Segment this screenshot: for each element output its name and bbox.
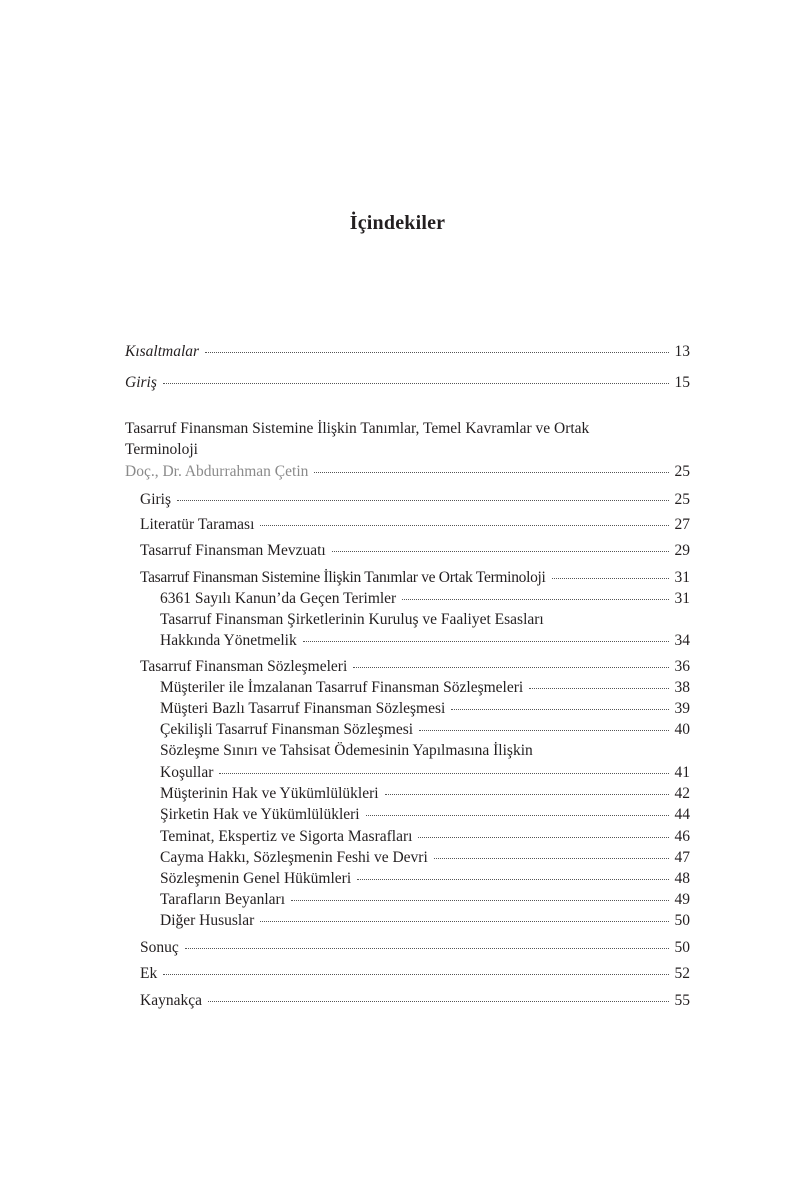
toc-entry-mevzuat[interactable]	[140, 540, 690, 561]
toc-entry-kaynakca[interactable]	[140, 990, 690, 1011]
dot-leader	[402, 598, 668, 600]
toc-entry-label: Giriş	[125, 374, 157, 391]
toc-entry-genel[interactable]	[160, 868, 690, 889]
toc-entry-label: Kaynakça	[140, 992, 202, 1009]
toc-page-number: 50	[674, 939, 690, 956]
toc-entry-giris-section[interactable]	[140, 489, 690, 510]
toc-entry-kanun[interactable]	[160, 588, 690, 609]
dot-leader	[260, 524, 668, 526]
dot-leader	[163, 973, 668, 975]
dot-leader	[177, 499, 669, 501]
dot-leader	[451, 708, 668, 710]
toc-entry-label: Ek	[140, 965, 158, 982]
toc-entry-author[interactable]	[125, 461, 690, 482]
toc-page-number: 46	[674, 828, 690, 845]
toc-entry-label: Sonuç	[140, 939, 179, 956]
toc-entry-label: 6361 Sayılı Kanun’da Geçen Terimler	[160, 590, 397, 607]
toc-entry-diger[interactable]	[160, 910, 690, 931]
toc-entry-label: Çekilişli Tasarruf Finansman Sözleşmesi	[160, 721, 414, 738]
toc-page-number: 48	[674, 870, 690, 887]
chapter-title-line2[interactable]: Terminoloji	[125, 441, 198, 458]
dot-leader	[385, 793, 669, 795]
toc-entry-sonuc[interactable]	[140, 937, 690, 958]
toc-entry-label: Şirketin Hak ve Yükümlülükleri	[160, 806, 360, 823]
toc-entry-cayma[interactable]	[160, 847, 690, 868]
toc-entry-musteri-hak[interactable]	[160, 783, 690, 804]
toc-page-number: 25	[674, 491, 690, 508]
dot-leader	[260, 920, 668, 922]
toc-entry-label: Müşteriler ile İmzalanan Tasarruf Finansman Sözleşmeleri	[160, 679, 524, 696]
toc-entry-yonetmelik-line1[interactable]: Tasarruf Finansman Şirketlerinin Kuruluş ve Faaliyet Esasları	[160, 611, 544, 628]
toc-entry-teminat[interactable]	[160, 826, 690, 847]
dot-leader	[208, 1000, 669, 1002]
toc-entry-sinir-line1[interactable]: Sözleşme Sınırı ve Tahsisat Ödemesinin Yapılmasına İlişkin	[160, 742, 533, 759]
dot-leader	[418, 836, 668, 838]
toc-entry-label: Giriş	[140, 491, 171, 508]
toc-page-number: 50	[674, 912, 690, 929]
toc-page-number: 41	[674, 764, 690, 781]
dot-leader	[205, 351, 668, 353]
toc-page-number: 40	[674, 721, 690, 738]
toc-page-number: 44	[674, 806, 690, 823]
toc-page-number: 25	[674, 463, 690, 480]
toc-page-number: 49	[674, 891, 690, 908]
toc-page-number: 39	[674, 700, 690, 717]
toc-page-number: 29	[674, 542, 690, 559]
toc-entry-label: Kısaltmalar	[125, 343, 200, 360]
toc-entry-label: Literatür Taraması	[140, 516, 255, 533]
toc-entry-label: Sözleşmenin Genel Hükümleri	[160, 870, 352, 887]
toc-page-number: 55	[674, 992, 690, 1009]
dot-leader	[185, 947, 669, 949]
page-title: İçindekiler	[349, 212, 446, 234]
toc-entry-beyan[interactable]	[160, 889, 690, 910]
dot-leader	[552, 577, 669, 579]
toc-entry-label: Tasarruf Finansman Sistemine İlişkin Tanımlar ve Ortak Terminoloji	[140, 569, 546, 586]
chapter-title-line1[interactable]: Tasarruf Finansman Sistemine İlişkin Tanımlar, Temel Kavramlar ve Ortak	[125, 420, 590, 437]
dot-leader	[332, 550, 669, 552]
toc-entry-kisaltmalar[interactable]	[125, 341, 690, 362]
dot-leader	[529, 687, 668, 689]
toc-entry-literatur[interactable]	[140, 514, 690, 535]
toc-entry-ek[interactable]	[140, 963, 690, 984]
toc-page-number: 27	[674, 516, 690, 533]
dot-leader	[163, 382, 669, 384]
dot-leader	[314, 471, 668, 473]
toc-entry-label: Müşteri Bazlı Tasarruf Finansman Sözleşmesi	[160, 700, 446, 717]
toc-page-number: 31	[674, 569, 690, 586]
toc-entry-label: Müşterinin Hak ve Yükümlülükleri	[160, 785, 379, 802]
dot-leader	[419, 729, 668, 731]
toc-entry-label: Diğer Hususlar	[160, 912, 255, 929]
dot-leader	[366, 814, 669, 816]
toc-entry-label: Tasarruf Finansman Sözleşmeleri	[140, 658, 348, 675]
toc-page-number: 38	[674, 679, 690, 696]
toc-entry-musteri-bazli[interactable]	[160, 698, 690, 719]
toc-page-number: 42	[674, 785, 690, 802]
toc-entry-sirket-hak[interactable]	[160, 804, 690, 825]
toc-page-number: 36	[674, 658, 690, 675]
toc-entry-giris[interactable]	[125, 372, 690, 393]
toc-page-number: 15	[674, 374, 690, 391]
toc-page-number: 13	[674, 343, 690, 360]
toc-entry-tanimlar[interactable]	[140, 567, 690, 588]
toc-entry-cekilisli[interactable]	[160, 719, 690, 740]
toc-entry-sinir[interactable]	[160, 762, 690, 783]
toc-page-number: 47	[674, 849, 690, 866]
dot-leader	[434, 857, 669, 859]
dot-leader	[219, 772, 668, 774]
toc-entry-musteriler[interactable]	[160, 677, 690, 698]
toc-page-number: 31	[674, 590, 690, 607]
toc-entry-label: Koşullar	[160, 764, 214, 781]
toc-entry-label: Cayma Hakkı, Sözleşmenin Feshi ve Devri	[160, 849, 428, 866]
toc-entry-sozlesmeler[interactable]	[140, 656, 690, 677]
toc-entry-label: Teminat, Ekspertiz ve Sigorta Masrafları	[160, 828, 413, 845]
dot-leader	[291, 899, 669, 901]
dot-leader	[353, 666, 668, 668]
toc-entry-label: Hakkında Yönetmelik	[160, 632, 297, 649]
toc-entry-label: Tarafların Beyanları	[160, 891, 285, 908]
chapter-author: Doç., Dr. Abdurrahman Çetin	[125, 463, 309, 480]
toc-page-number: 34	[674, 632, 690, 649]
toc-page-number: 52	[674, 965, 690, 982]
toc-entry-yonetmelik[interactable]	[160, 630, 690, 651]
dot-leader	[357, 878, 668, 880]
toc-entry-label: Tasarruf Finansman Mevzuatı	[140, 542, 326, 559]
dot-leader	[303, 640, 669, 642]
